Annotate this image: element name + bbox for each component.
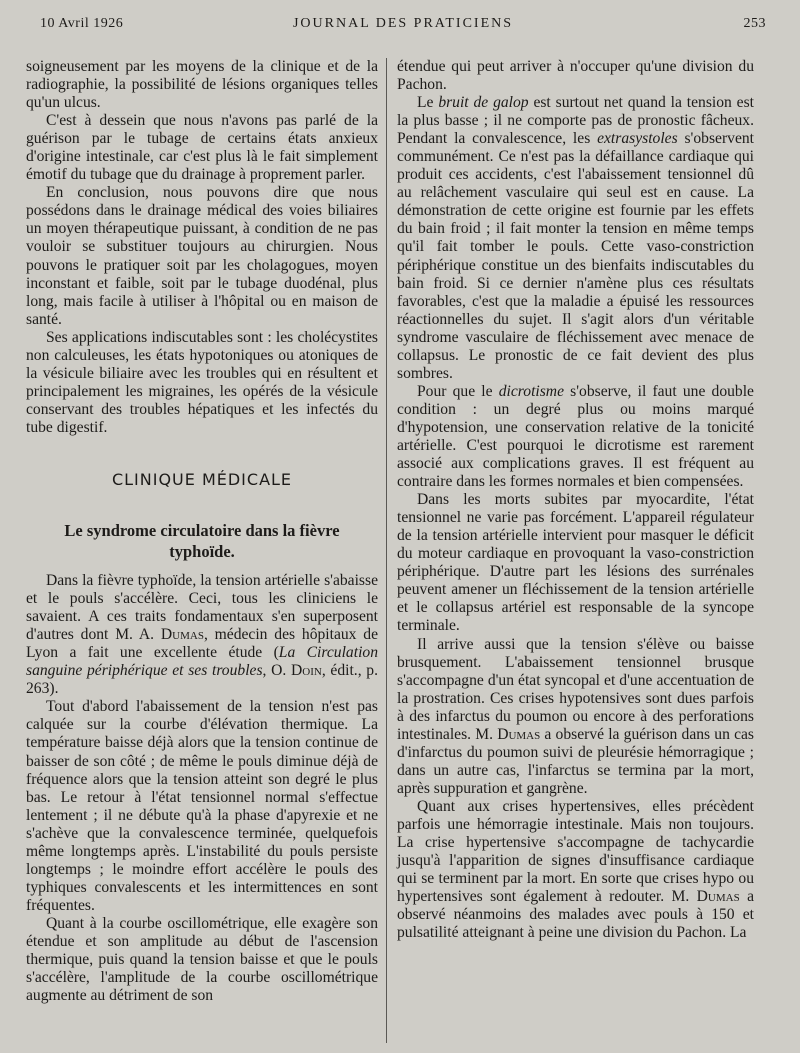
issue-date: 10 Avril 1926 [40, 16, 124, 31]
publisher-name: Doin [291, 662, 322, 680]
author-name: Dumas [160, 626, 204, 644]
article-title: Le syndrome circulatoire dans la fièvre typhoïde. [64, 521, 340, 562]
text-run: , médecin des hôpitaux de Lyon a fait une excellente étude ( [26, 626, 378, 662]
text-run: , O. [262, 662, 291, 680]
text-run: , édit., p. 263). [26, 662, 378, 698]
text-run: Quant aux crises hypertensives, elles précèdent parfois une hémorragie intestinale. Mais non toujours. La crise hypertensive s'accompagne de tachycardie jusqu'à l'apparition de signes d'insuffisance cardiaque qui se terminent par la mort. En sorte que crises hypo ou hypertensives sont également à redouter. M. [397, 797, 754, 906]
paragraph: étendue qui peut arriver à n'occuper qu'une division du Pachon. [397, 58, 754, 94]
term: bruit de galop [438, 94, 529, 112]
text-run: s'observent communément. Ce n'est pas la défaillance cardiaque qui produit ces accidents, c'est l'abaissement tensionnel dû au relâchement vasculaire qui seul est en cause. La démonstration de cette origine est fournie par les effets du bain froid ; il fait monter la tension en même temps qu'il fait tomber le pouls. Cette vaso-constriction périphérique constitue un des bienfaits indiscutables du bain froid. Si ce dernier n'amène plus ces résultats favorables, c'est que la maladie a épuisé les ressources réactionnelles du sujet. Il s'agit alors d'un véritable syndrome vasculaire de fléchissement avec menace de collapsus. Le pronostic de ce fait devient des plus sombres. [397, 130, 754, 382]
paragraph [397, 383, 754, 491]
paragraph [397, 94, 754, 383]
term: extrasystoles [597, 130, 678, 148]
term: dicrotisme [498, 382, 564, 400]
paragraph [397, 636, 754, 798]
column-divider [386, 58, 387, 1043]
text-run: Dans la fièvre typhoïde, la tension artérielle s'abaisse et le pouls s'accélère. Ceci, tous les cliniciens le savaient. A ces traits fondamentaux s'en superposent d'autres dont M. A. [26, 572, 378, 644]
paragraph [397, 798, 754, 942]
paragraph: Quant à la courbe oscillométrique, elle exagère son étendue et son amplitude au début de l'ascension thermique, puis quand la tension baisse et que le pouls s'accélère, l'amplitude de la courbe oscillométrique augmente au détriment de son [26, 914, 378, 1005]
paragraph: Ses applications indiscutables sont : les cholécystites non calculeuses, les états hypotoniques ou atoniques de la vésicule biliaire avec les troubles qui en résultent et principalement les migraines, les opérés de la vésicule conservant des troubles hépatiques et les infectés du tube digestif. [26, 328, 378, 436]
right-column [397, 58, 754, 942]
journal-title: JOURNAL DES PRATICIENS [292, 16, 514, 31]
text-run: Pour que le [417, 382, 499, 400]
running-header [40, 16, 766, 38]
text-run: Le [417, 94, 439, 112]
paragraph: Dans les morts subites par myocardite, l'état tensionnel ne varie pas forcément. L'appareil régulateur de la tension artérielle intervient pour masquer le déficit du moteur cardiaque en provoquant la vaso-constriction périphérique. D'autre part les lésions des surrénales peuvent amener un fléchissement de la tension artérielle et le collapsus artériel est responsable de la syncope terminale. [397, 491, 754, 635]
left-column [26, 58, 378, 1005]
paragraph: En conclusion, nous pouvons dire que nous possédons dans le drainage médical des voies biliaires un moyen thérapeutique puissant, à condition de ne pas vouloir se substituer toujours au chirurgien. Nous pouvons le pratiquer soit par les cholagogues, moyen inconstant et faible, soit par le tubage duodénal, plus long, mais facile à utiliser à l'hôpital ou en maison de santé. [26, 184, 378, 328]
cited-work: La Circulation sanguine périphérique et ses troubles [26, 644, 378, 680]
text-run: a observé la guérison dans un cas d'infarctus du poumon suivi de pleurésie hémorragique ; dans un autre cas, l'infarctus se termina par la mort, après suppuration et gangrène. [397, 725, 754, 797]
text-run: est surtout net quand la tension est la plus basse ; il ne comporte pas de pronostic fâcheux. Pendant la convalescence, les [397, 94, 754, 148]
page-number: 253 [743, 16, 766, 31]
text-run: Il arrive aussi que la tension s'élève ou baisse brusquement. L'abaissement tensionnel brusque s'accompagne d'un état syncopal et d'une accentuation de la prostration. Ces crises hypotensives sont dues parfois à des infarctus du poumon ou encore à des perforations intestinales. M. [397, 635, 754, 743]
text-run: s'observe, il faut une double condition : un degré plus ou moins marqué d'hypotension, une conservation relative de la tonicité artérielle. C'est pourquoi le dicrotisme est rarement associé aux complications graves. Il est fréquent au contraire dans les formes normales et bien compensées. [397, 382, 754, 491]
text-run: a observé néanmoins des malades avec pouls à 150 et pulsatilité atteignant à peine une division du Pachon. La [397, 888, 755, 942]
author-name: Dumas [497, 725, 541, 743]
paragraph [26, 572, 378, 698]
author-name: Dumas [696, 888, 740, 906]
paragraph: soigneusement par les moyens de la clinique et de la radiographie, la possibilité de lésions organiques telles qu'un ulcus. [26, 58, 378, 112]
paragraph: Tout d'abord l'abaissement de la tension n'est pas calquée sur la courbe d'élévation thermique. La température baisse déjà alors que la tension continue de baisser de son côté ; de même le pouls diminue déjà de fréquence alors que la tension atteint son degré le plus bas. Le retour à l'état tensionnel normal s'effectue lentement ; il ne débute qu'à la phase d'apyrexie et ne s'achève que la convalescence terminée, quelquefois même longtemps après. L'instabilité du pouls persiste longtemps ; le moindre effort accélère le pouls des typhiques convalescents et les intermittences en sont fréquentes. [26, 698, 378, 914]
paragraph: C'est à dessein que nous n'avons pas parlé de la guérison par le tubage de certains états anxieux d'origine intestinale, car c'est plus là le fait simplement émotif du tubage que du drainage à proprement parler. [26, 112, 378, 184]
section-heading: CLINIQUE MÉDICALE [111, 469, 293, 489]
